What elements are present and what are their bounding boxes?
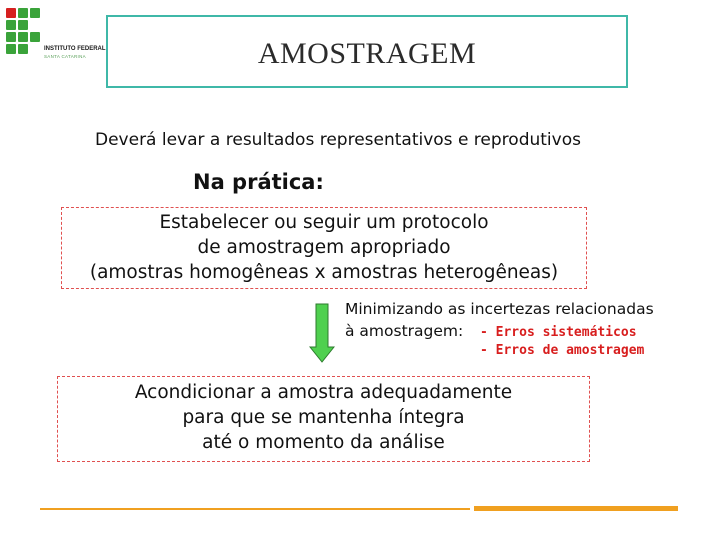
- storage-line-3: até o momento da análise: [202, 432, 445, 453]
- institution-logo: [6, 8, 106, 66]
- logo-text-campus: SANTA CATARINA: [44, 54, 86, 59]
- error-item-systematic: - Erros sistemáticos: [480, 325, 637, 340]
- protocol-box: [61, 207, 587, 289]
- subheading: Na prática:: [193, 170, 324, 194]
- footer-divider-thick: [474, 506, 678, 511]
- error-item-sampling: - Erros de amostragem: [480, 343, 645, 358]
- slide-title: AMOSTRAGEM: [257, 37, 477, 70]
- note-line-1: Minimizando as incertezas relacionadas: [345, 300, 654, 318]
- note-line-2: à amostragem:: [345, 322, 464, 340]
- storage-line-1: Acondicionar a amostra adequadamente: [134, 382, 513, 403]
- protocol-line-2: de amostragem apropriado: [197, 237, 451, 258]
- storage-line-2: para que se mantenha íntegra: [182, 407, 465, 428]
- logo-grid-icon: [6, 8, 40, 60]
- storage-box: [57, 376, 590, 462]
- lead-text: Deverá levar a resultados representativos e reprodutivos: [95, 130, 581, 150]
- footer-divider-thin: [40, 508, 470, 510]
- title-box: [106, 15, 628, 88]
- logo-text-institute: INSTITUTO FEDERAL: [44, 46, 106, 52]
- protocol-line-1: Estabelecer ou seguir um protocolo: [159, 212, 489, 233]
- down-arrow-icon: [309, 303, 335, 363]
- protocol-line-3: (amostras homogêneas x amostras heterogêneas): [89, 262, 559, 283]
- logo-red-dot: [6, 8, 16, 18]
